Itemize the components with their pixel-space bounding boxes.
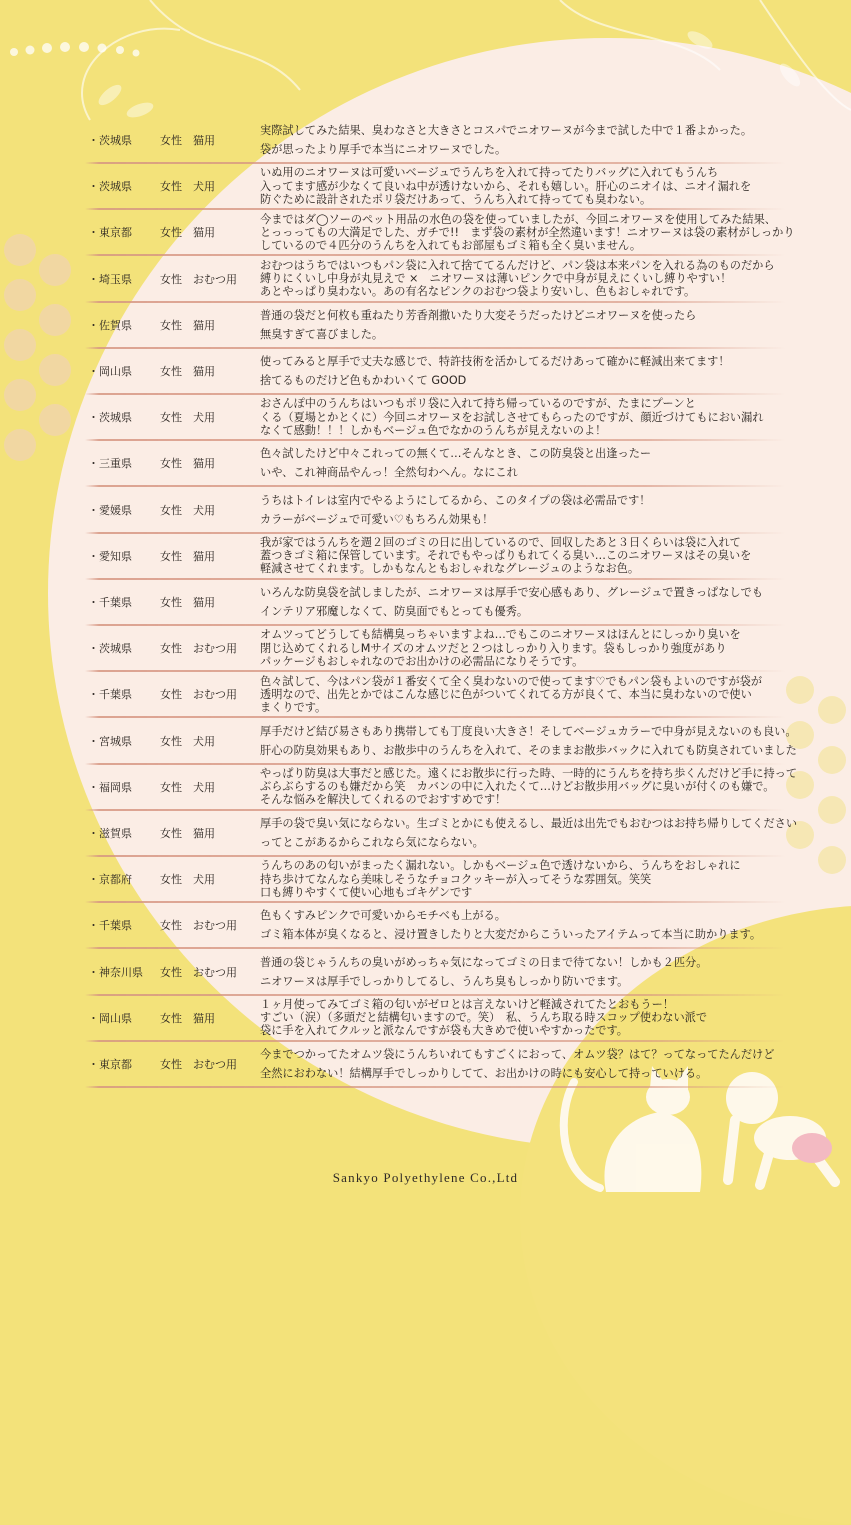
review-gender: 女性 <box>160 1011 182 1025</box>
review-comment <box>260 583 815 621</box>
review-prefecture: ・三重県 <box>88 457 132 471</box>
review-gender: 女性 <box>160 549 182 563</box>
review-use-type: 犬用 <box>193 411 215 425</box>
review-gender: 女性 <box>160 642 182 656</box>
review-comment-line: 今までつかってたオムツ袋にうんちいれてもすごくにおって、オムツ袋？はて？ってなってたんだけど <box>260 1048 775 1061</box>
review-comment-line: パッケージもおしゃれなのでお出かけの必需品になりそうです。 <box>260 654 584 668</box>
review-prefecture: ・愛媛県 <box>88 503 132 517</box>
review-row <box>85 671 815 717</box>
top-swirl-decoration <box>82 0 851 120</box>
review-row <box>85 810 815 856</box>
review-comment <box>260 998 815 1038</box>
review-use-type: 猫用 <box>193 134 215 147</box>
review-comment-line: すごい（涙）（多頭だと結構匂いますので。笑） 私、うんち取る時スコップ使わない派で <box>260 1011 708 1025</box>
review-prefecture: ・茨城県 <box>88 180 132 194</box>
review-meta <box>85 455 260 471</box>
review-comment-line: 厚手だけど結び易さもあり携帯しても丁度良い大きさ！そしてベージュカラーで中身が見えないのも良い。 <box>260 724 797 738</box>
company-name: Sankyo Polyethylene Co.,Ltd <box>332 1170 519 1185</box>
review-use-type: 猫用 <box>193 457 215 471</box>
review-comment-line: 肝心の防臭効果もあり、お散歩中のうんちを入れて、そのままお散歩バックに入れても防臭されていました <box>260 743 797 757</box>
review-prefecture: ・愛知県 <box>88 549 132 563</box>
review-row <box>85 394 815 440</box>
review-comment-line: ってとこがあるからこれなら気にならない。 <box>260 836 484 849</box>
review-comment-line: いろんな防臭袋を試しましたが、ニオワーヌは厚手で安心感もあり、グレージュで置きっぱなしでも <box>260 586 763 599</box>
review-comment <box>260 906 815 944</box>
review-comment-line: 透明なので、出先とかではこんな感じに色がついてくれてる方が良くて、本当に臭わないので使い <box>260 687 752 701</box>
review-row <box>85 117 815 163</box>
review-comment-line: うんちのあの匂いがまったく漏れない。しかもベージュ色で透けないから、うんちをおしゃれに <box>260 859 741 873</box>
review-comment-line: カラーがベージュで可愛い♡もちろん効果も！ <box>260 512 494 526</box>
review-comment-line: うちはトイレは室内でやるようにしてるから、このタイプの袋は必需品です！ <box>260 493 651 507</box>
review-comment <box>260 675 815 715</box>
review-meta <box>85 640 260 656</box>
review-gender: 女性 <box>160 134 182 147</box>
review-meta <box>85 825 260 841</box>
review-comment-line: ゴミ箱本体が臭くなると、浸け置きしたりと大変だからこういったアイテムって本当に助かります。 <box>260 928 762 942</box>
review-comment <box>260 859 815 899</box>
review-comment-line: 使ってみると厚手で丈夫な感じで、特許技術を活かしてるだけあって確かに軽減出来てます！ <box>260 355 730 368</box>
review-comment-line: しているので４匹分のうんちを入れてもお部屋もゴミ箱も全く臭いません。 <box>260 238 642 252</box>
review-use-type: おむつ用 <box>193 642 237 656</box>
review-comment-line: 普通の袋じゃうんちの臭いがめっちゃ気になってゴミの日まで待てない！しかも２匹分。 <box>260 955 708 969</box>
review-comment-line: 今まではダ◯ソーのペット用品の水色の袋を使っていましたが、今回ニオワーヌを使用してみた結果、 <box>260 212 776 226</box>
review-prefecture: ・千葉県 <box>88 688 132 702</box>
review-comment <box>260 814 815 852</box>
leaf-decoration <box>95 28 803 121</box>
review-comment <box>260 1045 815 1083</box>
review-use-type: おむつ用 <box>193 919 237 933</box>
top-dots-decoration <box>10 42 140 57</box>
review-row <box>85 764 815 810</box>
review-prefecture: ・茨城県 <box>88 411 132 425</box>
review-meta <box>85 686 260 702</box>
review-gender: 女性 <box>160 180 182 194</box>
review-use-type: 猫用 <box>193 596 215 609</box>
review-meta <box>85 317 260 333</box>
review-row <box>85 949 815 995</box>
review-prefecture: ・岡山県 <box>88 1011 132 1025</box>
review-gender: 女性 <box>160 318 182 332</box>
review-row <box>85 533 815 579</box>
review-comment <box>260 628 815 668</box>
review-row <box>85 487 815 533</box>
review-row <box>85 995 815 1041</box>
review-comment-line: 全然におわない！結構厚手でしっかりしてて、お出かけの時にも安心して持っていける。 <box>260 1067 708 1080</box>
review-comment <box>260 491 815 529</box>
review-use-type: おむつ用 <box>193 688 237 702</box>
review-comment-line: いぬ用のニオワーヌは可愛いベージュでうんちを入れて持ってたりバッグに入れてもうんち <box>260 166 719 180</box>
review-use-type: 犬用 <box>193 873 215 887</box>
review-comment-line: くる（夏場とかとくに）今回ニオワーヌをお試しさせてもらったのですが、顔近づけてもにおい漏れ <box>260 410 764 424</box>
review-comment-line: 縛りにくいし中身が丸見えで × ニオワーヌは薄いピンクで中身が見えにくいし縛りやすい！ <box>260 271 732 285</box>
review-prefecture: ・千葉県 <box>88 596 132 609</box>
review-meta <box>85 363 260 379</box>
review-prefecture: ・福岡県 <box>88 780 132 794</box>
review-comment-line: 実際試してみた結果、臭わなさと大きさとコスパでニオワーヌが今まで試した中で１番よかった。 <box>260 124 753 137</box>
review-comment-line: 防ぐために設計されたポリ袋だけあって、うんち入れて持ってても臭わない。 <box>260 192 652 206</box>
review-comment-line: いや、これ神商品やんっ！全然匂わへん。なにこれ <box>260 466 518 480</box>
review-gender: 女性 <box>160 734 182 748</box>
review-row <box>85 302 815 348</box>
review-comment-line: なくて感動！！！しかもベージュ色でなかのうんちが見えないのよ！ <box>260 423 607 437</box>
review-gender: 女性 <box>160 226 182 240</box>
review-comment <box>260 536 815 576</box>
review-comment-line: 口も縛りやすくて使い心地もゴキゲンです <box>260 885 473 899</box>
review-use-type: 犬用 <box>193 780 215 794</box>
review-use-type: 犬用 <box>193 734 215 748</box>
review-comment <box>260 397 815 437</box>
review-gender: 女性 <box>160 827 182 840</box>
review-comment <box>260 166 815 206</box>
review-gender: 女性 <box>160 272 182 286</box>
review-gender: 女性 <box>160 780 182 794</box>
review-gender: 女性 <box>160 919 182 933</box>
review-prefecture: ・茨城県 <box>88 642 132 656</box>
review-gender: 女性 <box>160 1058 182 1071</box>
review-meta <box>85 917 260 933</box>
review-use-type: 猫用 <box>193 1011 215 1025</box>
review-use-type: 猫用 <box>193 226 215 240</box>
review-use-type: 猫用 <box>193 365 215 378</box>
review-gender: 女性 <box>160 365 182 378</box>
review-comment-line: 色もくすみピンクで可愛いからモチベも上がる。 <box>260 909 506 923</box>
review-comment-line: 閉じ込めてくれるしMサイズのオムツだと２つはしっかり入ります。袋もしっかり強度があり <box>260 641 727 655</box>
review-row <box>85 625 815 671</box>
review-use-type: 犬用 <box>193 503 215 517</box>
review-comment-line: とっっってもの大満足でした、ガチで!! まず袋の素材が全然違います！ニオワーヌは袋の素材がしっかり <box>260 225 795 239</box>
review-row <box>85 256 815 302</box>
review-prefecture: ・宮城県 <box>88 734 132 748</box>
review-row <box>85 1041 815 1087</box>
review-use-type: 猫用 <box>193 827 215 840</box>
review-meta <box>85 594 260 610</box>
review-meta <box>85 178 260 194</box>
review-comment-line: ぶらぶらするのも嫌だから笑 カバンの中に入れたくて…けどお散歩用バッグに臭いが付くのも嫌で。 <box>260 780 775 794</box>
review-prefecture: ・東京都 <box>88 226 132 240</box>
review-meta <box>85 871 260 887</box>
review-row <box>85 579 815 625</box>
review-meta <box>85 733 260 749</box>
review-gender: 女性 <box>160 873 182 887</box>
review-comment-line: 我が家ではうんちを週２回のゴミの日に出しているので、回収したあと３日くらいは袋に入れて <box>260 535 741 549</box>
review-meta <box>85 409 260 425</box>
review-comment-line: おさんぽ中のうんちはいつもポリ袋に入れて持ち帰っているのですが、たまにプーンと <box>260 397 696 411</box>
review-prefecture: ・神奈川県 <box>88 965 143 979</box>
review-comment-line: １ヶ月使ってみてゴミ箱の匂いがゼロとは言えないけど軽減されてたとおもうー！ <box>260 997 674 1011</box>
review-comment-line: 色々試したけど中々これっての無くて…そんなとき、この防臭袋と出逢ったー <box>260 447 652 461</box>
review-use-type: おむつ用 <box>193 272 237 286</box>
review-comment-line: あとやっぱり臭わない。あの有名なピンクのおむつ袋より安いし、色もおしゃれです。 <box>260 285 696 299</box>
review-comment-line: 袋が思ったより厚手で本当にニオワーヌでした。 <box>260 143 507 156</box>
review-comment-line: 持ち歩けてなんなら美味しそうなチョコクッキーが入ってそうな雰囲気。笑笑 <box>260 872 652 886</box>
review-comment <box>260 352 815 390</box>
review-comment-line: インテリア邪魔しなくて、防臭面でもとっても優秀。 <box>260 605 529 618</box>
review-comment-line: そんな悩みを解決してくれるのでおすすめです！ <box>260 793 507 807</box>
review-use-type: 猫用 <box>193 318 215 332</box>
review-comment <box>260 213 815 253</box>
left-flower-pattern <box>4 234 71 461</box>
review-use-type: おむつ用 <box>193 1058 237 1071</box>
review-gender: 女性 <box>160 457 182 471</box>
review-prefecture: ・東京都 <box>88 1058 132 1071</box>
review-meta <box>85 502 260 518</box>
review-comment-line: 普通の袋だと何枚も重ねたり芳香剤撒いたり大変そうだったけどニオワーヌを使ったら <box>260 308 697 322</box>
review-comment-line: 軽減させてくれます。しかもなんともおしゃれなグレージュのようなお色。 <box>260 562 640 576</box>
review-row <box>85 440 815 486</box>
review-comment <box>260 306 815 344</box>
review-gender: 女性 <box>160 411 182 425</box>
review-gender: 女性 <box>160 596 182 609</box>
review-comment <box>260 722 815 760</box>
review-gender: 女性 <box>160 965 182 979</box>
review-meta <box>85 1010 260 1026</box>
review-prefecture: ・埼玉県 <box>88 272 132 286</box>
review-comment-line: 色々試して、今はパン袋が１番安くて全く臭わないので使ってます♡でもパン袋もよいのですが袋が <box>260 674 763 688</box>
review-comment-line: 捨てるものだけど色もかわいくて GOOD <box>260 374 467 387</box>
review-meta <box>85 271 260 287</box>
review-gender: 女性 <box>160 503 182 517</box>
review-comment <box>260 767 815 807</box>
review-comment-line: 袋に手を入れてクルッと派なんですが袋も大きめで使いやすかったです。 <box>260 1024 628 1038</box>
review-use-type: 猫用 <box>193 549 215 563</box>
review-row <box>85 902 815 948</box>
review-use-type: おむつ用 <box>193 965 237 979</box>
review-row <box>85 718 815 764</box>
review-prefecture: ・岡山県 <box>88 365 132 378</box>
review-comment <box>260 953 815 991</box>
review-row <box>85 348 815 394</box>
review-comment-line: 入ってます感が少なくて良いね中が透けないから、それも嬉しい。肝心のニオイは、ニオイ漏れを <box>260 179 752 193</box>
review-prefecture: ・茨城県 <box>88 134 132 147</box>
review-row <box>85 856 815 902</box>
review-list <box>85 117 815 1089</box>
review-meta <box>85 224 260 240</box>
review-use-type: 犬用 <box>193 180 215 194</box>
review-comment <box>260 121 815 159</box>
review-comment-line: おむつはうちではいつもパン袋に入れて捨ててるんだけど、パン袋は本来パンを入れる為のものだから <box>260 258 775 272</box>
review-gender: 女性 <box>160 688 182 702</box>
review-meta <box>85 964 260 980</box>
review-comment-line: 厚手の袋で臭い気にならない。生ゴミとかにも使えるし、最近は出先でもおむつはお持ち帰りしてください <box>260 817 798 830</box>
review-meta <box>85 779 260 795</box>
review-meta <box>85 1056 260 1072</box>
review-prefecture: ・千葉県 <box>88 919 132 933</box>
review-comment-line: 無臭すぎて喜びました。 <box>260 327 384 341</box>
review-meta <box>85 548 260 564</box>
review-comment-line: オムツってどうしても結構臭っちゃいますよね…でもこのニオワーヌはほんとにしっかり臭いを <box>260 628 741 642</box>
review-prefecture: ・佐賀県 <box>88 318 132 332</box>
review-meta <box>85 132 260 148</box>
review-comment-line: ニオワーヌは厚手でしっかりしてるし、うんち臭もしっかり防いでます。 <box>260 974 629 988</box>
review-comment <box>260 259 815 299</box>
review-prefecture: ・滋賀県 <box>88 827 132 840</box>
review-comment <box>260 444 815 482</box>
review-row <box>85 163 815 209</box>
review-comment-line: 蓋つきゴミ箱に保管しています。それでもやっぱりもれてくる臭い…このニオワーヌはその臭いを <box>260 549 752 563</box>
review-prefecture: ・京都府 <box>88 873 132 887</box>
review-comment-line: やっぱり防臭は大事だと感じた。遠くにお散歩に行った時、一時的にうんちを持ち歩くんだけど手に持って <box>260 766 798 780</box>
review-row <box>85 209 815 255</box>
review-comment-line: まくりです。 <box>260 700 327 714</box>
